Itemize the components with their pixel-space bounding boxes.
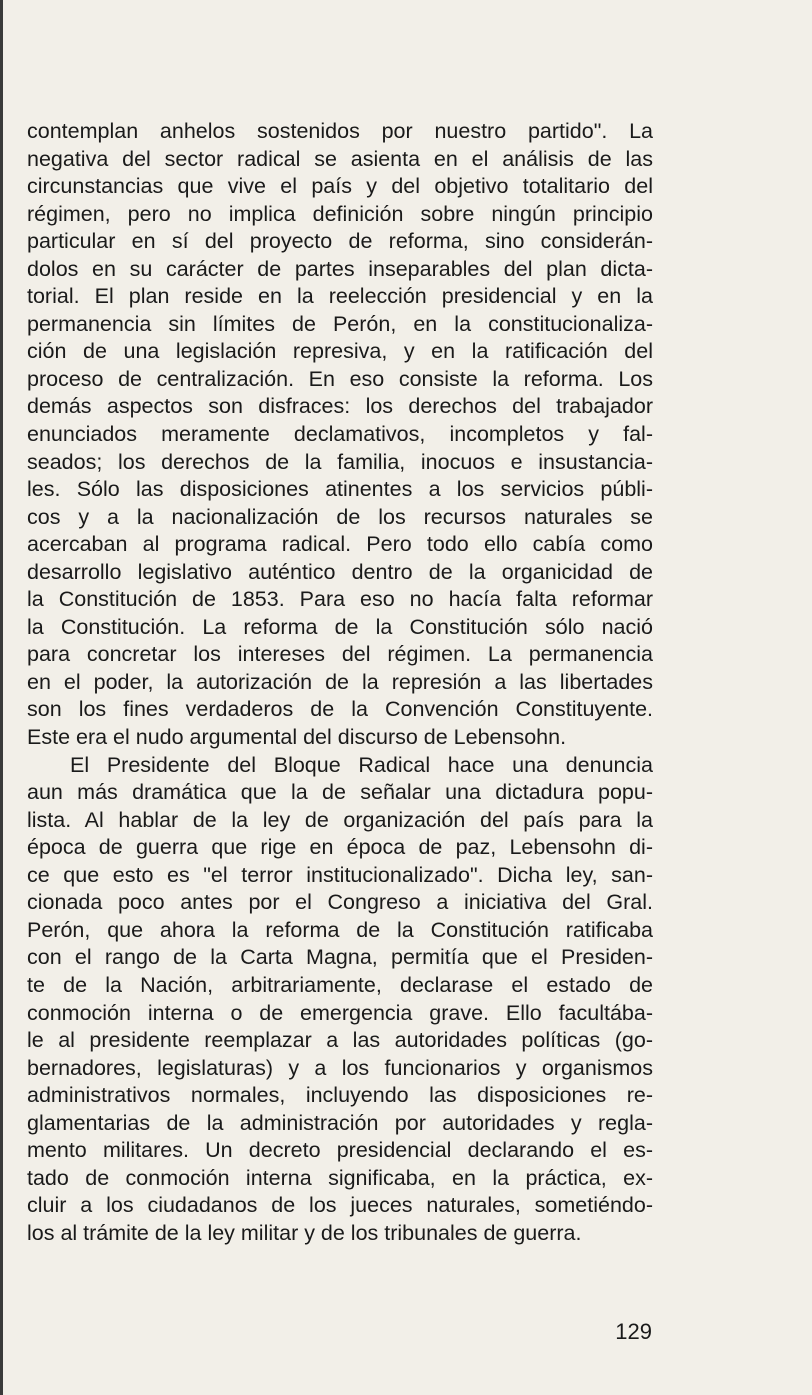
text-line: acercaban al programa radical. Pero todo ello cabía como (27, 532, 653, 557)
text-line: te de la Nación, arbitrariamente, declarase el estado de (27, 972, 653, 997)
text-line: ción de una legislación represiva, y en la ratificación del (27, 339, 653, 364)
text-line: cluir a los ciudadanos de los jueces naturales, sometiéndo- (27, 1193, 653, 1218)
text-line: negativa del sector radical se asienta en el análisis de las (27, 146, 653, 171)
paragraph-2 (27, 752, 653, 1248)
text-line: los al trámite de la ley militar y de los tribunales de guerra. (27, 1220, 582, 1245)
text-line: le al presidente reemplazar a las autoridades políticas (go- (27, 1028, 653, 1053)
text-line: enunciados meramente declamativos, incompletos y fal- (27, 422, 653, 447)
text-line: Perón, que ahora la reforma de la Constitución ratificaba (27, 917, 653, 942)
text-line: proceso de centralización. En eso consiste la reforma. Los (27, 366, 653, 391)
text-line: cionada poco antes por el Congreso a iniciativa del Gral. (27, 890, 653, 915)
text-line: administrativos normales, incluyendo las disposiciones re- (27, 1083, 653, 1108)
text-line: les. Sólo las disposiciones atinentes a los servicios públi- (27, 477, 653, 502)
text-line: lista. Al hablar de la ley de organización del país para la (27, 807, 653, 832)
text-line: son los fines verdaderos de la Convención Constituyente. (27, 697, 653, 722)
text-line: El Presidente del Bloque Radical hace una denuncia (70, 752, 653, 777)
text-line: en el poder, la autorización de la represión a las libertades (27, 669, 653, 694)
text-line: tado de conmoción interna significaba, en la práctica, ex- (27, 1165, 653, 1190)
text-line: mento militares. Un decreto presidencial declarando el es- (27, 1138, 653, 1163)
paragraph-1 (27, 118, 653, 752)
text-line: para concretar los intereses del régimen. La permanencia (27, 642, 653, 667)
text-line: régimen, pero no implica definición sobre ningún principio (27, 201, 653, 226)
text-line: bernadores, legislaturas) y a los funcionarios y organismos (27, 1055, 653, 1080)
text-line: particular en sí del proyecto de reforma, sino considerán- (27, 229, 653, 254)
text-line: ce que esto es "el terror institucionalizado". Dicha ley, san- (27, 862, 653, 887)
text-line: demás aspectos son disfraces: los derechos del trabajador (27, 394, 653, 419)
text-line: permanencia sin límites de Perón, en la constitucionaliza- (27, 311, 653, 336)
text-line: desarrollo legislativo auténtico dentro de la organicidad de (27, 559, 653, 584)
text-line: contemplan anhelos sostenidos por nuestro partido". La (27, 119, 653, 143)
text-line: dolos en su carácter de partes inseparables del plan dicta- (27, 256, 653, 281)
text-line: la Constitución. La reforma de la Constitución sólo nació (27, 614, 653, 639)
text-line: con el rango de la Carta Magna, permitía que el Presiden- (27, 945, 653, 970)
text-line: torial. El plan reside en la reelección presidencial y en la (27, 284, 653, 309)
page-binding-edge (0, 0, 3, 1395)
body-text (27, 118, 653, 1247)
text-line: conmoción interna o de emergencia grave. Ello facultába- (27, 1000, 653, 1025)
page-number: 129 (615, 1319, 652, 1344)
text-line: seados; los derechos de la familia, inocuos e insustancia- (27, 449, 653, 474)
text-line: la Constitución de 1853. Para eso no hacía falta reformar (27, 587, 653, 612)
text-line: aun más dramática que la de señalar una dictadura popu- (27, 780, 653, 805)
text-line: Este era el nudo argumental del discurso de Lebensohn. (27, 725, 567, 750)
text-line: circunstancias que vive el país y del objetivo totalitario del (27, 174, 653, 199)
text-line: cos y a la nacionalización de los recursos naturales se (27, 504, 653, 529)
text-line: época de guerra que rige en época de paz, Lebensohn di- (27, 835, 653, 860)
text-line: glamentarias de la administración por autoridades y regla- (27, 1110, 653, 1135)
